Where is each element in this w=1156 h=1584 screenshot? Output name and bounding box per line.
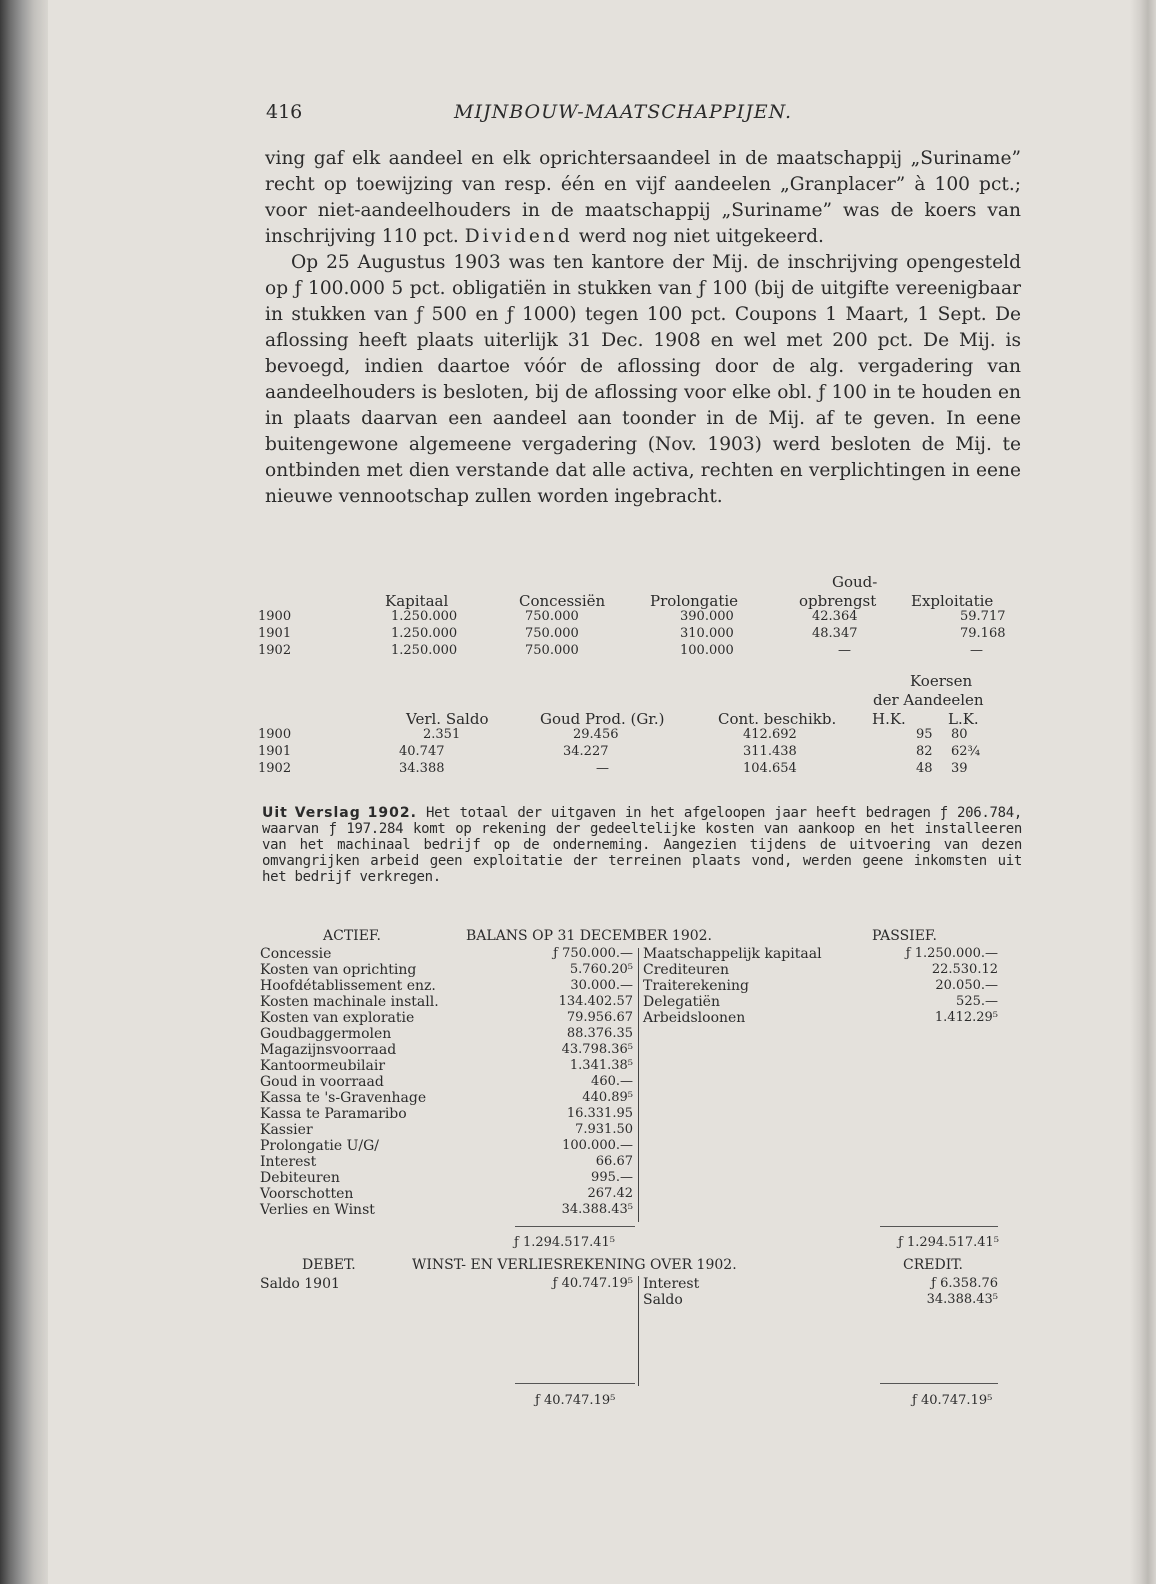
table2-lk: 80 xyxy=(951,727,968,742)
table1-year: 1900 xyxy=(258,609,292,624)
ledger-row xyxy=(643,962,998,978)
paragraph-2: Op 25 Augustus 1903 was ten kantore der Mij. de inschrijving opengesteld op ƒ 100.000 5 pct. obligatiën in stukken van ƒ 100 (bij de uitgifte vereenigbaar in stukken van ƒ 500 en ƒ 1000) tegen 100 pct. Coupons 1 Maart, 1 Sept. De aflossing heeft plaats uiterlijk 31 Dec. 1908 en wel met 200 pct. De Mij. is bevoegd, indien daartoe vóór de aflossing door de alg. vergadering van aandeelhouders is besloten, bij de aflossing voor elke obl. ƒ 100 in te houden en in plaats daarvan een aandeel aan toonder in de Mij. af te geven. In eene buitengewone algemeene vergadering (Nov. 1903) werd besloten de Mij. te ontbinden met dien verstande dat alle activa, rechten en verplichtingen in eene nieuwe vennootschap zullen worden ingebracht. xyxy=(265,252,1021,507)
table1-kapitaal: 1.250.000 xyxy=(391,626,458,641)
table1-exploitatie: 59.717 xyxy=(960,609,1006,624)
ledger-amount: 30.000.— xyxy=(570,978,633,993)
ledger-amount: 267.42 xyxy=(587,1186,633,1201)
balans-passief-label: PASSIEF. xyxy=(872,928,937,944)
ledger-label: Goud in voorraad xyxy=(260,1074,384,1090)
dividend-word: Dividend xyxy=(464,226,573,247)
ledger-label: Crediteuren xyxy=(643,962,730,978)
winst-debet-label: DEBET. xyxy=(302,1257,356,1273)
table2-saldo: 34.388 xyxy=(399,761,445,776)
table1-header-row-1 xyxy=(258,575,1024,590)
winst-column-divider xyxy=(638,1276,639,1386)
ledger-label: Concessie xyxy=(260,946,332,962)
ledger-amount: 7.931.50 xyxy=(575,1122,633,1137)
ledger-amount: 995.— xyxy=(591,1170,633,1185)
table1-year: 1901 xyxy=(258,626,292,641)
table2-row xyxy=(258,727,1024,742)
ledger-label: Maatschappelijk kapitaal xyxy=(643,946,822,962)
table1-header-kapitaal: Kapitaal xyxy=(385,592,449,610)
ledger-label: Hoofdétablissement enz. xyxy=(260,978,436,994)
balans-actief-total-rule xyxy=(515,1226,635,1227)
ledger-label: Kassier xyxy=(260,1122,313,1138)
table2-year: 1900 xyxy=(258,727,292,742)
ledger-row xyxy=(260,1074,633,1090)
table2-saldo: 40.747 xyxy=(399,744,445,759)
table1-row xyxy=(258,609,1024,624)
winst-total-debet: ƒ 40.747.19⁵ xyxy=(535,1393,616,1408)
ledger-label: Delegatiën xyxy=(643,994,720,1010)
ledger-label: Voorschotten xyxy=(260,1186,354,1202)
ledger-row xyxy=(260,1138,633,1154)
table2-year: 1902 xyxy=(258,761,292,776)
table2-lk: 62¾ xyxy=(951,744,981,759)
balans-actief-label: ACTIEF. xyxy=(323,928,381,944)
ledger-amount: 34.388.43⁵ xyxy=(561,1202,633,1217)
ledger-amount: 1.412.29⁵ xyxy=(934,1010,998,1025)
ledger-label: Saldo xyxy=(643,1292,683,1308)
ledger-amount: 16.331.95 xyxy=(566,1106,633,1121)
report-text: Het totaal der uitgaven in het afgeloopen jaar heeft bedragen ƒ 206.784, waarvan ƒ 197.284 komt op rekening der gedeeltelijke kosten van aankoop en het installeeren van het machinaal bedrijf op de onderneming. Aangezien tijdens de uitvoering van dezen omvangrijken arbeid geen exploitatie der terreinen plaats vond, werden geene inkomsten uit het bedrijf verkregen. xyxy=(262,805,1022,885)
table1-header-concessien: Concessiën xyxy=(519,592,606,610)
ledger-row xyxy=(260,1058,633,1074)
table2-lk: 39 xyxy=(951,761,968,776)
balans-title: BALANS OP 31 DECEMBER 1902. xyxy=(466,928,712,944)
ledger-amount: 100.000.— xyxy=(562,1138,633,1153)
ledger-label: Interest xyxy=(260,1154,317,1170)
ledger-amount: ƒ 40.747.19⁵ xyxy=(552,1276,633,1291)
ledger-label: Interest xyxy=(643,1276,700,1292)
balans-passief xyxy=(643,946,998,1026)
table2-saldo: 2.351 xyxy=(423,727,461,742)
table2-header-row-2 xyxy=(258,693,1024,708)
table1-header-exploitatie: Exploitatie xyxy=(911,592,994,610)
ledger-amount: 34.388.43⁵ xyxy=(926,1292,998,1307)
table2-header-hk: H.K. xyxy=(872,710,906,728)
page-edge xyxy=(1130,0,1156,1584)
ledger-label: Magazijnsvoorraad xyxy=(260,1042,397,1058)
ledger-amount: 5.760.20⁵ xyxy=(569,962,633,977)
ledger-row xyxy=(260,1090,633,1106)
table2-header-goudprod: Goud Prod. (Gr.) xyxy=(540,710,665,728)
table1-kapitaal: 1.250.000 xyxy=(391,643,458,658)
paragraph-1-end: werd nog niet uitgekeerd. xyxy=(578,226,824,247)
ledger-row xyxy=(643,1292,998,1308)
report-paragraph xyxy=(262,805,1022,885)
table2-goud: 29.456 xyxy=(573,727,619,742)
table1-header-row-2 xyxy=(258,594,1024,609)
table1-exploitatie: 79.168 xyxy=(960,626,1006,641)
table2-goud: 34.227 xyxy=(563,744,609,759)
paragraph-1 xyxy=(265,146,1021,250)
winst-credit-label: CREDIT. xyxy=(903,1257,963,1273)
running-title: MIJNBOUW-MAATSCHAPPIJEN. xyxy=(454,101,793,123)
report-lead: Uit Verslag 1902. xyxy=(262,805,417,821)
table1-prolongatie: 390.000 xyxy=(680,609,734,624)
page-number: 416 xyxy=(266,101,303,123)
ledger-row xyxy=(260,1170,633,1186)
stats-table-2 xyxy=(258,674,1024,776)
table1-concessien: 750.000 xyxy=(525,626,579,641)
table1-header-goud: Goud- xyxy=(832,573,878,591)
table1-goud: — xyxy=(838,643,851,658)
ledger-label: Kosten van oprichting xyxy=(260,962,417,978)
table2-goud: — xyxy=(596,761,609,776)
table1-goud: 48.347 xyxy=(812,626,858,641)
ledger-amount: 525.— xyxy=(956,994,998,1009)
winst-debet-total-rule xyxy=(515,1383,635,1384)
ledger-row xyxy=(260,962,633,978)
table2-row xyxy=(258,744,1024,759)
ledger-label: Goudbaggermolen xyxy=(260,1026,392,1042)
ledger-label: Saldo 1901 xyxy=(260,1276,340,1292)
table2-year: 1901 xyxy=(258,744,292,759)
ledger-row xyxy=(260,1042,633,1058)
table2-header-lk: L.K. xyxy=(948,710,979,728)
balans-total-actief: ƒ 1.294.517.41⁵ xyxy=(514,1235,615,1250)
ledger-label: Kassa te Paramaribo xyxy=(260,1106,407,1122)
ledger-row xyxy=(260,1154,633,1170)
table1-row xyxy=(258,626,1024,641)
table1-exploitatie: — xyxy=(970,643,983,658)
ledger-row xyxy=(260,1026,633,1042)
ledger-amount: ƒ 1.250.000.— xyxy=(905,946,998,961)
ledger-label: Verlies en Winst xyxy=(260,1202,375,1218)
table2-cont: 104.654 xyxy=(743,761,797,776)
balans-total-passief: ƒ 1.294.517.41⁵ xyxy=(898,1235,999,1250)
ledger-amount: ƒ 6.358.76 xyxy=(931,1276,998,1291)
table2-header-aandeelen: der Aandeelen xyxy=(873,691,984,709)
table2-cont: 311.438 xyxy=(743,744,797,759)
page-header xyxy=(0,101,1156,131)
table2-header-saldo: Verl. Saldo xyxy=(406,710,489,728)
ledger-label: Kosten machinale install. xyxy=(260,994,439,1010)
book-spine-shadow xyxy=(0,0,48,1584)
ledger-label: Traiterekening xyxy=(643,978,749,994)
ledger-amount: 440.89⁵ xyxy=(582,1090,633,1105)
ledger-row xyxy=(643,1010,998,1026)
body-text xyxy=(265,146,1021,510)
ledger-amount: 79.956.67 xyxy=(566,1010,633,1025)
ledger-row xyxy=(643,1276,998,1292)
table2-hk: 82 xyxy=(916,744,933,759)
table1-prolongatie: 100.000 xyxy=(680,643,734,658)
ledger-row xyxy=(260,978,633,994)
ledger-amount: 20.050.— xyxy=(935,978,998,993)
ledger-amount: 22.530.12 xyxy=(931,962,998,977)
table2-header-row-3 xyxy=(258,712,1024,727)
table2-header-row-1 xyxy=(258,674,1024,689)
winst-credit-total-rule xyxy=(880,1383,998,1384)
ledger-row xyxy=(260,1202,633,1218)
balans-actief xyxy=(260,946,633,1218)
ledger-row xyxy=(643,978,998,994)
ledger-row xyxy=(260,1122,633,1138)
table1-header-opbrengst: opbrengst xyxy=(799,592,877,610)
paragraph-1-text: ving gaf elk aandeel en elk oprichtersaandeel in de maatschappij „Suriname” recht op toewijzing van resp. één en vijf aandeelen „Granplacer” à 100 pct.; voor niet-aandeelhouders in de maatschappij „Suriname” was de koers van inschrijving 110 pct. xyxy=(265,148,1021,247)
table2-hk: 48 xyxy=(916,761,933,776)
ledger-label: Kosten van exploratie xyxy=(260,1010,415,1026)
table1-goud: 42.364 xyxy=(812,609,858,624)
ledger-amount: ƒ 750.000.— xyxy=(553,946,633,961)
winst-debet xyxy=(260,1276,633,1292)
balans-column-divider xyxy=(638,948,639,1222)
ledger-label: Kantoormeubilair xyxy=(260,1058,386,1074)
ledger-label: Debiteuren xyxy=(260,1170,340,1186)
ledger-label: Prolongatie U/G/ xyxy=(260,1138,380,1154)
table2-header-koersen: Koersen xyxy=(910,672,973,690)
table1-header-prolongatie: Prolongatie xyxy=(650,592,739,610)
ledger-row xyxy=(260,1010,633,1026)
ledger-label: Arbeidsloonen xyxy=(643,1010,746,1026)
table1-concessien: 750.000 xyxy=(525,643,579,658)
balans-passief-total-rule xyxy=(880,1226,998,1227)
table2-header-cont: Cont. beschikb. xyxy=(718,710,837,728)
ledger-row xyxy=(260,1106,633,1122)
ledger-amount: 1.341.38⁵ xyxy=(569,1058,633,1073)
ledger-row xyxy=(260,994,633,1010)
ledger-amount: 66.67 xyxy=(595,1154,633,1169)
table2-hk: 95 xyxy=(916,727,933,742)
table1-year: 1902 xyxy=(258,643,292,658)
ledger-amount: 88.376.35 xyxy=(566,1026,633,1041)
ledger-amount: 134.402.57 xyxy=(558,994,633,1009)
stats-table-1 xyxy=(258,575,1024,658)
ledger-row xyxy=(643,994,998,1010)
table1-row xyxy=(258,643,1024,658)
ledger-row xyxy=(260,1186,633,1202)
ledger-row xyxy=(260,946,633,962)
winst-credit xyxy=(643,1276,998,1308)
table1-prolongatie: 310.000 xyxy=(680,626,734,641)
winst-title: WINST- EN VERLIESREKENING OVER 1902. xyxy=(412,1257,737,1273)
table2-row xyxy=(258,761,1024,776)
ledger-amount: 43.798.36⁵ xyxy=(561,1042,633,1057)
table1-kapitaal: 1.250.000 xyxy=(391,609,458,624)
ledger-label: Kassa te 's-Gravenhage xyxy=(260,1090,427,1106)
winst-total-credit: ƒ 40.747.19⁵ xyxy=(912,1393,993,1408)
table1-concessien: 750.000 xyxy=(525,609,579,624)
ledger-row xyxy=(643,946,998,962)
ledger-row xyxy=(260,1276,633,1292)
ledger-amount: 460.— xyxy=(591,1074,633,1089)
table2-cont: 412.692 xyxy=(743,727,797,742)
